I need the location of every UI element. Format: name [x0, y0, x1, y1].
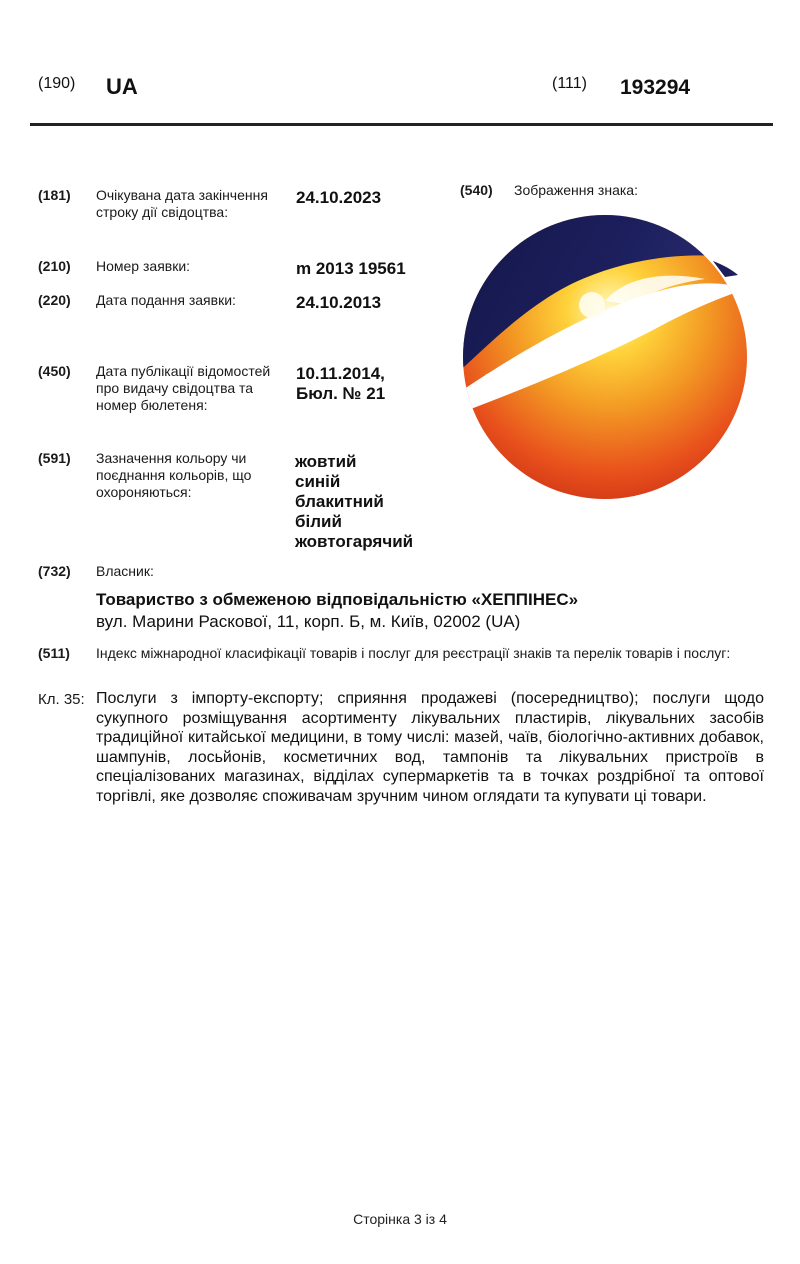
- page-number: Сторінка 3 із 4: [353, 1211, 447, 1227]
- mark-image-label: Зображення знака:: [514, 182, 638, 198]
- country-code: UA: [106, 74, 138, 99]
- inid-code-540: (540): [460, 182, 493, 198]
- class-goods-services: Послуги з імпорту-експорту; сприяння продажеві (посередництво); послуги щодо сукупного розміщування асортименту лікувальних пластирів, лікувальних засобів традиційної китайської медицини, в тому числі: мазей, чаїв, біологічно-активних добавок, шампунів, лосьйонів, косметичних вод, тампонів та лікувальних пристроїв в спеціалізованих магазинах, відділах супермаркетів та в точках роздрібної та оптової торгівлі, яке дозволяє споживачам зручним чином оглядати та купувати ці товари.: [96, 690, 764, 805]
- color-item: жовтий: [295, 452, 357, 471]
- inid-code-732: (732): [38, 563, 71, 579]
- classification-label: Індекс міжнародної класифікації товарів і послуг для реєстрації знаків та перелік товарів і послуг:: [96, 645, 731, 661]
- publication-date-value: 10.11.2014,: [296, 364, 385, 383]
- color-item: білий: [295, 512, 342, 531]
- trademark-logo-graphic: [455, 205, 765, 510]
- owner-name: Товариство з обмеженою відповідальністю «ХЕППІНЕС»: [96, 590, 579, 609]
- bulletin-number-value: Бюл. № 21: [296, 384, 386, 403]
- inid-code-220: (220): [38, 292, 71, 308]
- color-item: блакитний: [295, 492, 384, 511]
- header-divider: [30, 123, 773, 126]
- expiry-date-value: 24.10.2023: [296, 188, 382, 207]
- class-label: Кл. 35:: [38, 691, 85, 708]
- application-number-label: Номер заявки:: [96, 258, 191, 274]
- expiry-date-label: Очікувана дата закінчення строку дії свідоцтва:: [96, 187, 268, 220]
- colors-label: Зазначення кольору чи поєднання кольорів, що охороняються:: [96, 450, 252, 500]
- owner-label: Власник:: [96, 563, 154, 579]
- trademark-logo: [455, 205, 765, 510]
- inid-code-591: (591): [38, 450, 71, 466]
- registration-number: 193294: [620, 76, 691, 99]
- publication-label: Дата публікації відомостей про видачу свідоцтва та номер бюлетеня:: [96, 363, 271, 413]
- owner-address: вул. Марини Раскової, 11, корп. Б, м. Київ, 02002 (UA): [96, 612, 521, 631]
- filing-date-value: 24.10.2013: [296, 293, 382, 312]
- color-item: синій: [295, 472, 341, 491]
- inid-code-511: (511): [38, 645, 70, 661]
- inid-code-450: (450): [38, 363, 71, 379]
- inid-code-190: (190): [38, 75, 76, 92]
- colors-list: [295, 452, 413, 552]
- inid-code-111: (111): [552, 75, 587, 92]
- filing-date-label: Дата подання заявки:: [96, 292, 236, 308]
- inid-code-181: (181): [38, 187, 71, 203]
- color-item: жовтогарячий: [295, 532, 414, 551]
- inid-code-210: (210): [38, 258, 71, 274]
- application-number-value: m 2013 19561: [296, 259, 406, 278]
